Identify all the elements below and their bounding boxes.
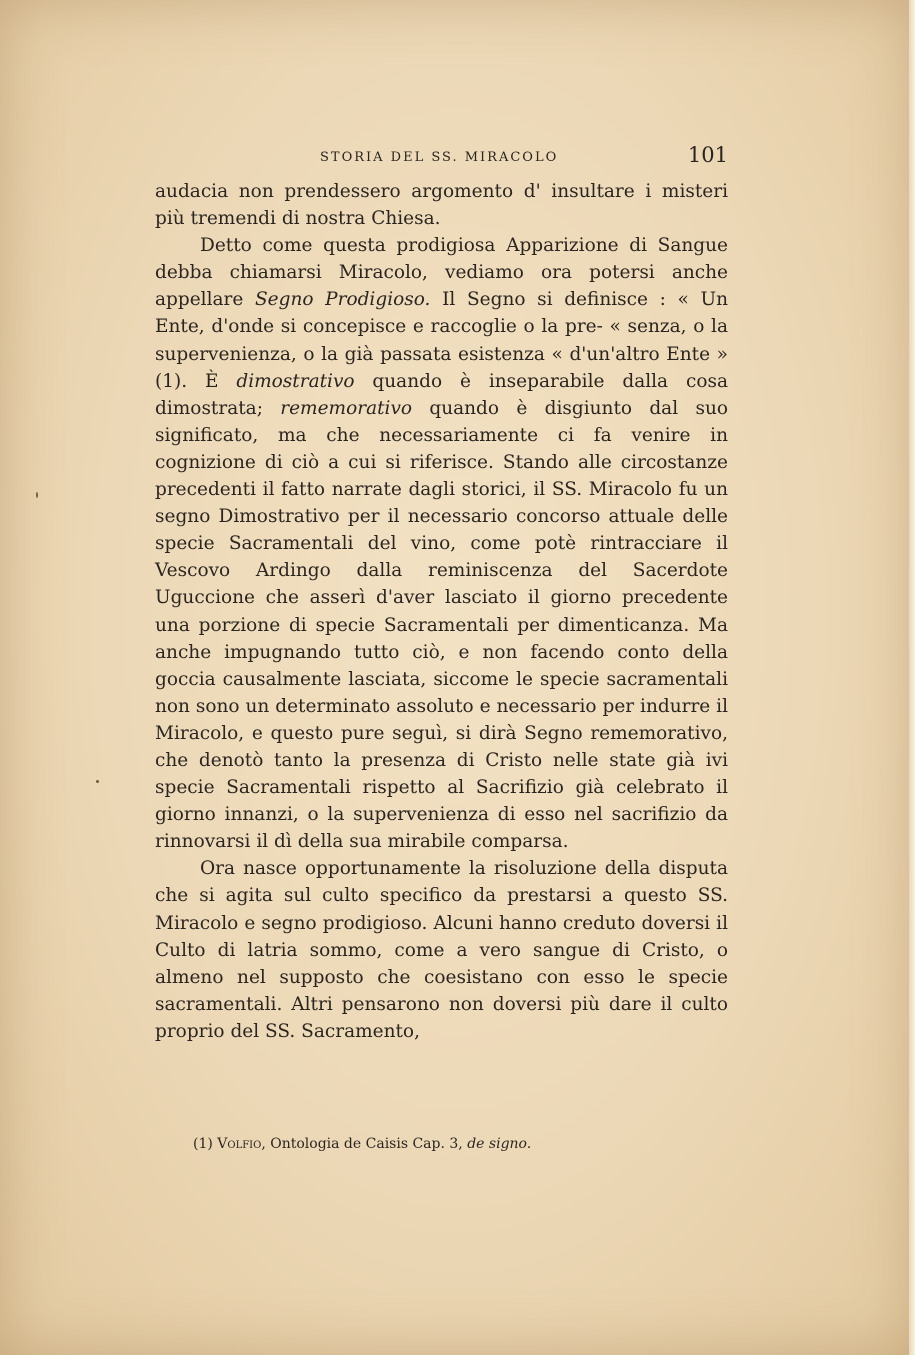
running-head (155, 140, 728, 174)
paragraph-2-text: quando è inseparabile dalla cosa dimostrata; (155, 370, 728, 419)
italic-term-rememorativo: rememorativo (280, 397, 413, 419)
page-edge (909, 0, 915, 1355)
paragraph-2-text: Il Segno si definisce : « Un Ente, d'onde si concepisce e raccoglie o la pre- « senza, o la supervenienza, o la già passata esistenza « d'un'altro Ente » (1). È (155, 289, 729, 392)
running-title: STORIA DEL SS. MIRACOLO (320, 150, 559, 165)
footnote-text: , Ontologia de Caisis Cap. 3, (261, 1136, 468, 1152)
italic-term-segno-prodigioso: Segno Prodigioso. (254, 289, 431, 311)
paragraph-2-text: Detto come questa prodigiosa Apparizione di Sangue debba chiamarsi Miracolo, vediamo ora potersi anche appellare (155, 235, 728, 311)
paragraph-3-text: Ora nasce opportunamente la risoluzione della disputa che si agita sul culto specifico da prestarsi a questo SS. Miracolo e segno prodigioso. Alcuni hanno creduto doversi il Culto di latria sommo, come a vero sangue di Cristo, o almeno nel supposto che coesistano con esso le specie sacramentali. Altri pensarono non doversi più dare il culto proprio del SS. Sacramento, (155, 858, 728, 1042)
footnote-italic: de signo. (467, 1136, 532, 1152)
paper-speck (96, 780, 99, 783)
footnote-author: Volfio (217, 1136, 262, 1152)
paragraph-3 (155, 855, 728, 1045)
paragraph-1 (155, 178, 728, 232)
paragraph-2-text: quando è disgiunto dal suo significato, ma che necessariamente ci fa venire in cognizione di ciò a cui si riferisce. Stando alle circostanze precedenti il fatto narrate dagli storici, il SS. Miracolo fu un segno Dimostrativo per il necessario concorso attuale delle specie Sacramentali del vino, come potè rintracciare il Vescovo Ardingo dalla reminiscenza del Sacerdote Uguccione che asserì d'aver lasciato il giorno precedente una porzione di specie Sacramentali per dimenticanza. Ma anche impugnando tutto ciò, e non facendo conto della goccia causalmente lasciata, siccome le specie sacramentali non sono un determinato assoluto e necessario per indurre il Miracolo, e questo pure seguì, si dirà Segno rememorativo, che denotò tanto la presenza di Cristo nelle state già ivi specie Sacramentali rispetto al Sacrifizio già celebrato il giorno innanzi, o la supervenienza di esso nel sacrifizio da rinnovarsi il dì della sua mirabile comparsa. (155, 397, 728, 853)
paper-speck (36, 492, 38, 498)
italic-term-dimostrativo: dimostrativo (236, 370, 355, 392)
footnote (193, 1136, 728, 1152)
paragraph-1-text: audacia non prendessero argomento d' insultare i misteri più tremendi di nostra Chiesa. (155, 181, 728, 230)
footnote-marker: (1) (193, 1136, 213, 1152)
page-number: 101 (687, 143, 728, 167)
body-text (155, 178, 728, 1045)
paragraph-2 (155, 232, 728, 855)
